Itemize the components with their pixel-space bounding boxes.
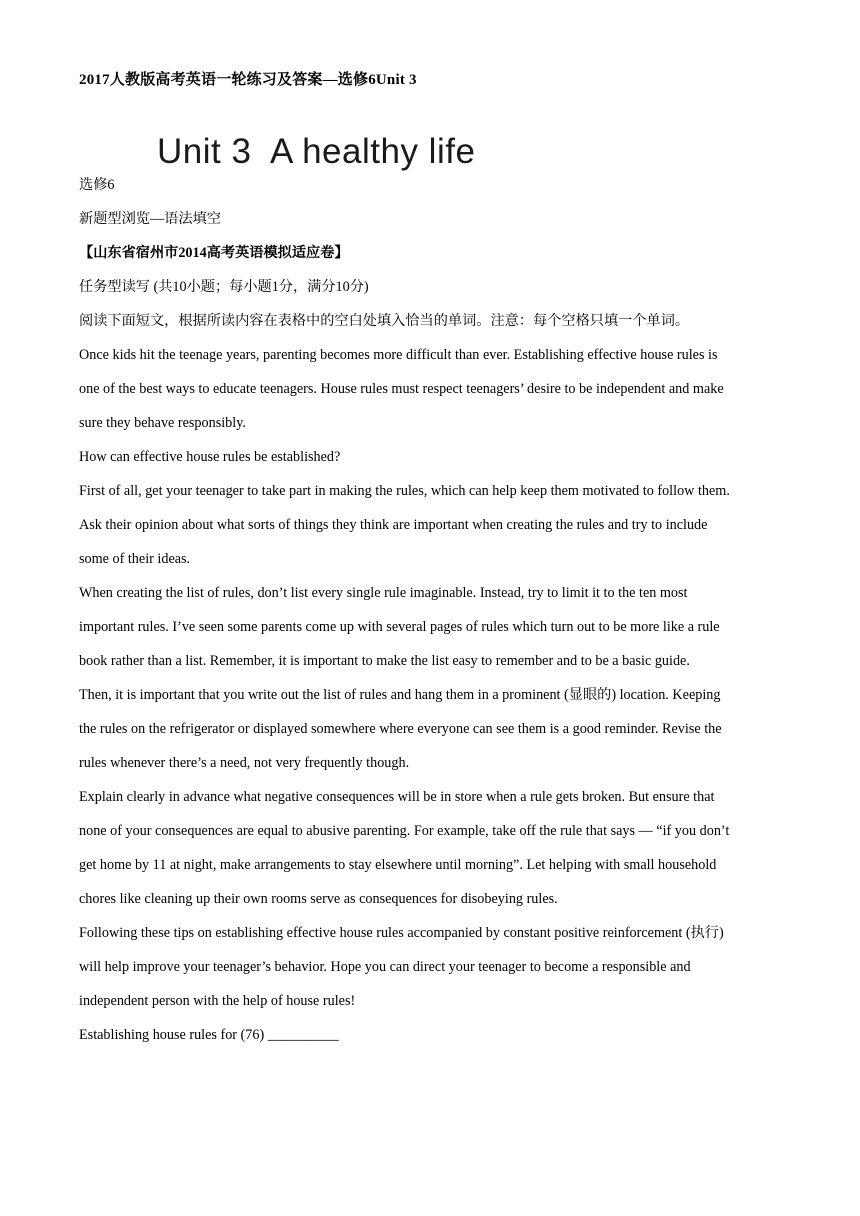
passage-line: sure they behave responsibly. bbox=[79, 415, 246, 431]
passage-line: independent person with the help of house rules! bbox=[79, 993, 356, 1009]
passage-line: some of their ideas. bbox=[79, 551, 191, 567]
passage-line: When creating the list of rules, don’t list every single rule imaginable. Instead, try to limit it to the ten most bbox=[79, 585, 688, 601]
passage-line: one of the best ways to educate teenagers. House rules must respect teenagers’ desire to be independent and make bbox=[79, 381, 724, 397]
document-title: 2017人教版高考英语一轮练习及答案—选修6Unit 3 bbox=[79, 72, 417, 88]
source-label: 【山东省宿州市2014高考英语模拟适应卷】 bbox=[79, 245, 349, 261]
passage-line: Following these tips on establishing effective house rules accompanied by constant positive reinforcement (执行) bbox=[79, 925, 724, 941]
passage-line: book rather than a list. Remember, it is important to make the list easy to remember and to be a basic guide. bbox=[79, 653, 690, 669]
passage-line: Explain clearly in advance what negative consequences will be in store when a rule gets broken. But ensure that bbox=[79, 789, 715, 805]
passage-line: How can effective house rules be established? bbox=[79, 449, 341, 465]
fill-in-blank-line: Establishing house rules for (76) __________ bbox=[79, 1027, 339, 1043]
passage-line: Ask their opinion about what sorts of things they think are important when creating the rules and try to include bbox=[79, 517, 708, 533]
passage-line: will help improve your teenager’s behavior. Hope you can direct your teenager to become a responsible and bbox=[79, 959, 691, 975]
passage-line: Once kids hit the teenage years, parenting becomes more difficult than ever. Establishing effective house rules is bbox=[79, 347, 718, 363]
section-label: 选修6 bbox=[79, 177, 115, 193]
instructions: 阅读下面短文，根据所读内容在表格中的空白处填入恰当的单词。注意：每个空格只填一个单词。 bbox=[79, 313, 690, 329]
passage-line: get home by 11 at night, make arrangements to stay elsewhere until morning”. Let helping with small household bbox=[79, 857, 717, 873]
passage-line: chores like cleaning up their own rooms serve as consequences for disobeying rules. bbox=[79, 891, 558, 907]
task-header: 任务型读写 (共10小题；每小题1分，满分10分) bbox=[79, 279, 369, 295]
passage-line: important rules. I’ve seen some parents come up with several pages of rules which turn out to be more like a rule bbox=[79, 619, 720, 635]
passage-line: First of all, get your teenager to take part in making the rules, which can help keep them motivated to follow them. bbox=[79, 483, 730, 499]
passage-line: none of your consequences are equal to abusive parenting. For example, take off the rule that says — “if you don’t bbox=[79, 823, 730, 839]
subsection-label: 新题型浏览—语法填空 bbox=[79, 211, 221, 227]
passage-line: Then, it is important that you write out the list of rules and hang them in a prominent (显眼的) location. Keeping bbox=[79, 687, 721, 703]
passage-line: the rules on the refrigerator or displayed somewhere where everyone can see them is a good reminder. Revise the bbox=[79, 721, 722, 737]
unit-banner-image-text: Unit 3 A healthy life bbox=[157, 132, 476, 171]
passage-line: rules whenever there’s a need, not very frequently though. bbox=[79, 755, 410, 771]
